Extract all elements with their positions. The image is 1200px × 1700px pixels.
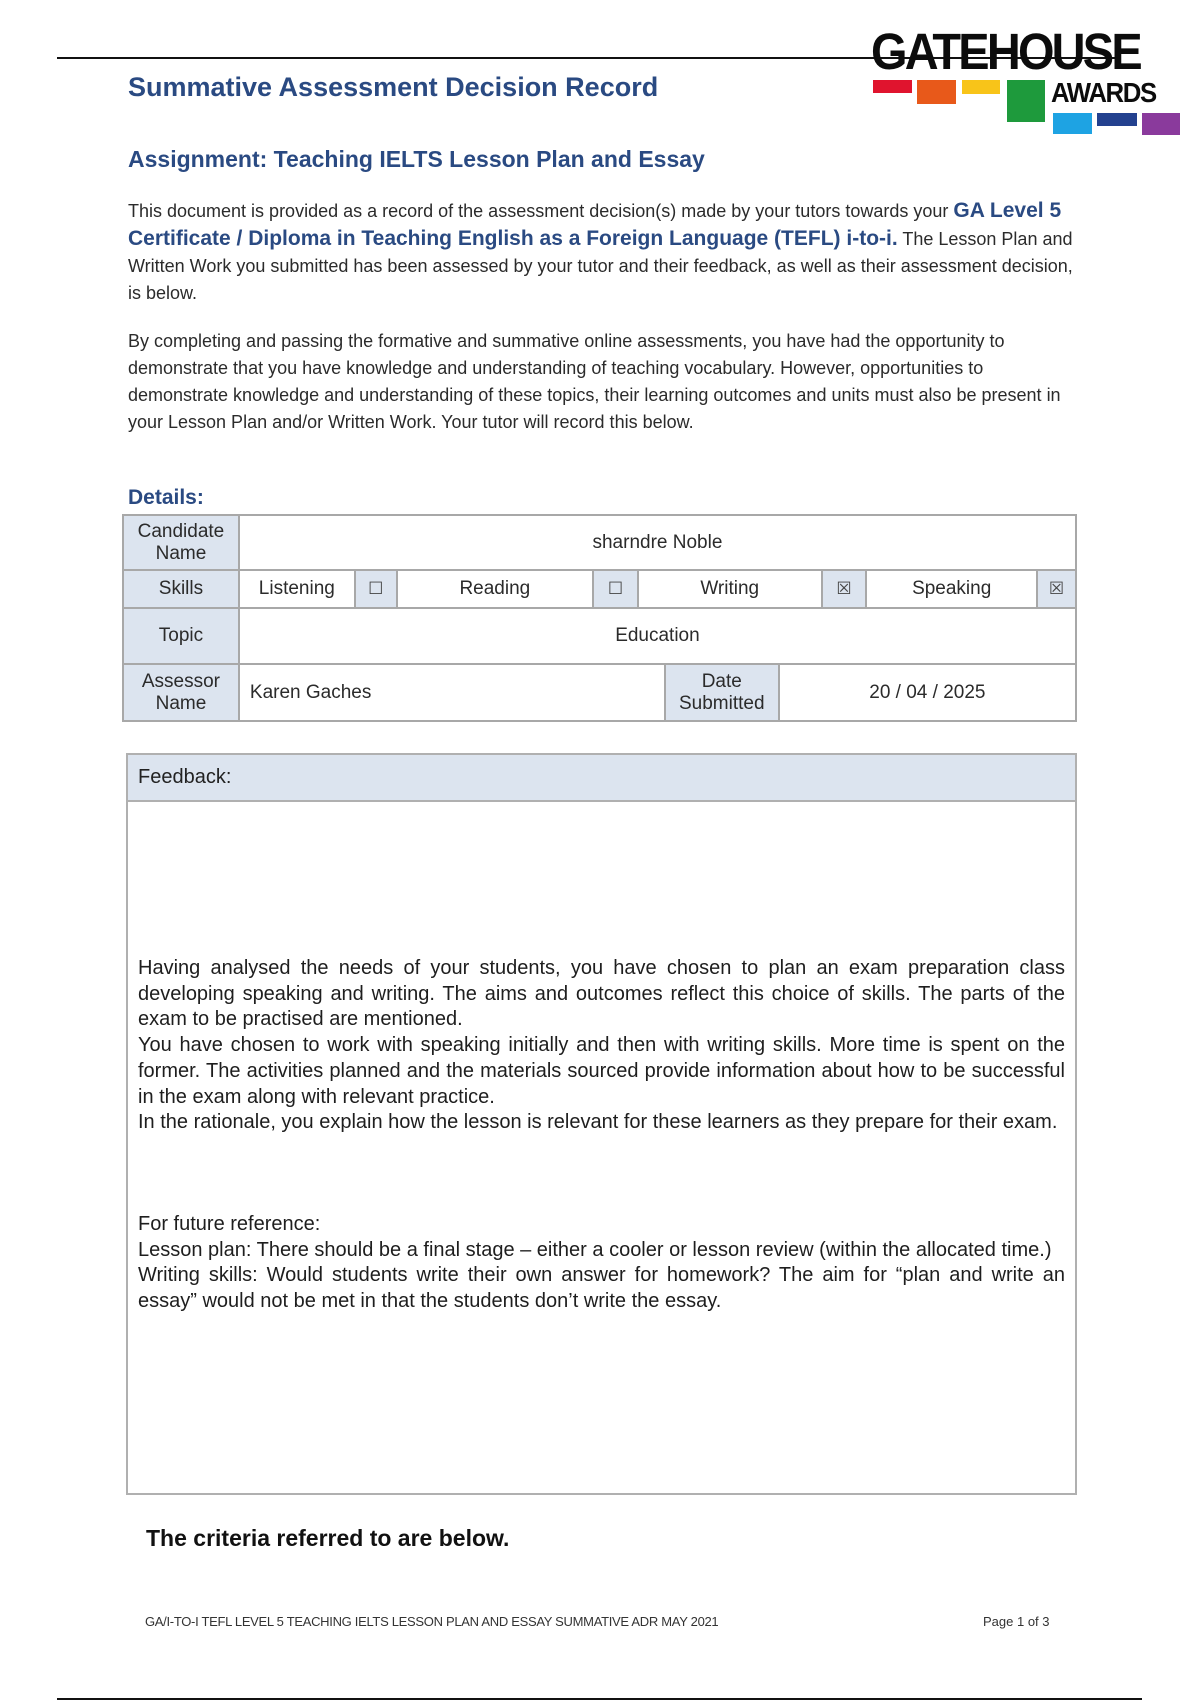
skill-speaking-label: Speaking [866,570,1037,608]
assessor-name-value: Karen Gaches [239,664,665,721]
footer-page-number: Page 1 of 3 [983,1614,1050,1629]
details-table [122,514,1077,722]
candidate-row [123,515,1076,570]
future-reference [138,1212,1065,1315]
assignment-title: Assignment: Teaching IELTS Lesson Plan and Essay [128,146,705,172]
feedback-body [138,956,1065,1136]
logo-bar-yellow [962,80,1000,94]
skills-row [123,570,1076,608]
intro-text-end: The Lesson Plan and Written Work you submitted has been assessed by your tutor and their feedback, as well as their assessment decision, is below. [128,229,1073,303]
candidate-name-value: sharndre Noble [239,515,1076,570]
page-title: Summative Assessment Decision Record [128,72,659,102]
logo-bar-green [1007,80,1045,122]
logo-subtitle: AWARDS [1051,77,1156,108]
date-submitted-label: Date Submitted [665,664,779,721]
skill-listening-label: Listening [239,570,355,608]
topic-row [123,608,1076,664]
candidate-name-label: Candidate Name [123,515,239,570]
skill-writing-checkbox[interactable]: ☒ [822,570,867,608]
feedback-heading: Feedback: [138,766,232,788]
topic-value: Education [239,608,1076,664]
logo-bar-orange [917,80,956,104]
logo-wordmark: GATEHOUSE [871,23,1140,80]
feedback-paragraph: In the rationale, you explain how the lesson is relevant for these learners as they prepare for their exam. [138,1111,1058,1134]
feedback-paragraph: Having analysed the needs of your students, you have chosen to plan an exam preparation class developing speaking and writing. The aims and outcomes reflect this choice of skills. The parts of the exam to be practised are mentioned. [138,957,1065,1031]
logo-bar-purple [1142,113,1180,135]
assessment-paragraph: By completing and passing the formative and summative online assessments, you have had the opportunity to demonstrate that you have knowledge and understanding of teaching vocabulary. However, opportunities to demonstrate knowledge and understanding of these topics, their learning outcomes and units must also be present in your Lesson Plan and/or Written Work. Your tutor will record this below. [128,331,1061,432]
feedback-paragraph: You have chosen to work with speaking initially and then with writing skills. More time is spent on the former. The activities planned and the materials sourced provide information about how to be successful in the exam along with relevant practice. [138,1034,1065,1108]
criteria-note: The criteria referred to are below. [146,1525,510,1551]
topic-label: Topic [123,608,239,664]
intro-paragraph [128,197,1088,307]
date-submitted-value: 20 / 04 / 2025 [779,664,1076,721]
future-reference-lesson-plan: Lesson plan: There should be a final stage – either a cooler or lesson review (within the allocated time.) [138,1238,1052,1261]
feedback-header [128,755,1075,802]
skills-label: Skills [123,570,239,608]
logo-bar-dark-blue [1097,113,1137,126]
future-reference-writing-skills: Writing skills: Would students write their own answer for homework? The aim for “plan and write an essay” would not be met in that the students don’t write the essay. [138,1264,1065,1313]
logo-bar-red [873,80,912,93]
skill-reading-label: Reading [397,570,593,608]
course-name: GA Level 5 Certificate / Diploma in Teaching English as a Foreign Language (TEFL) i-to-i. [128,199,1062,250]
assessor-row [123,664,1076,721]
assessor-name-label: Assessor Name [123,664,239,721]
details-heading: Details: [128,486,204,509]
skill-listening-checkbox[interactable]: ☐ [355,570,397,608]
skill-writing-label: Writing [638,570,822,608]
logo-bar-light-blue [1053,113,1092,134]
feedback-box [126,753,1077,1495]
skill-speaking-checkbox[interactable]: ☒ [1037,570,1076,608]
intro-text-start: This document is provided as a record of the assessment decision(s) made by your tutors towards your [128,201,954,221]
footer-document-code: GA/I-TO-I TEFL LEVEL 5 TEACHING IELTS LESSON PLAN AND ESSAY SUMMATIVE ADR MAY 2021 [145,1614,719,1629]
skill-reading-checkbox[interactable]: ☐ [593,570,638,608]
future-reference-heading: For future reference: [138,1213,321,1235]
